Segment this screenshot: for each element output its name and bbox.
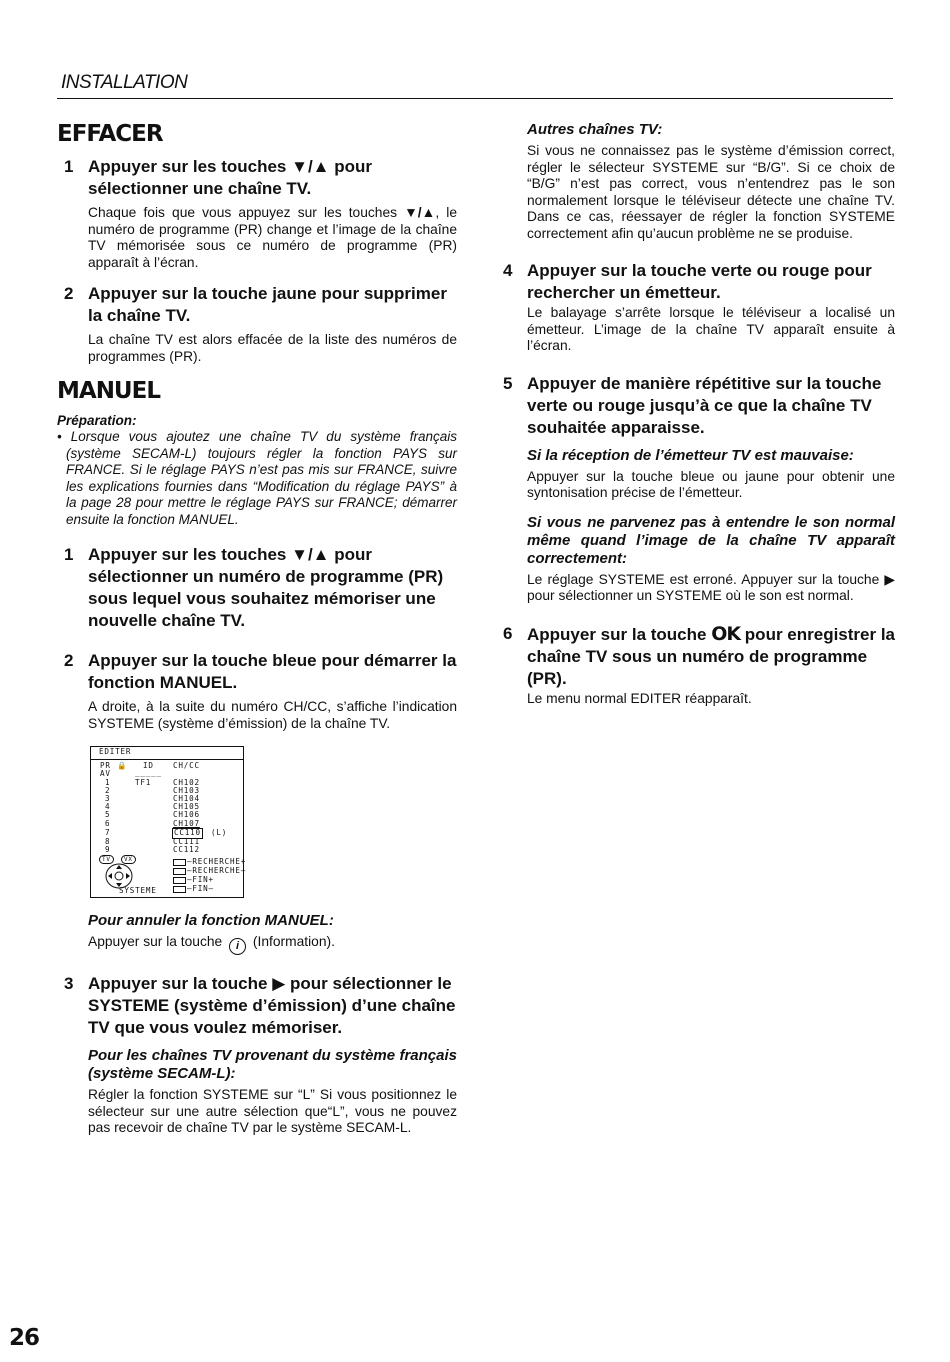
step-body: La chaîne TV est alors effacée de la liste des numéros de programmes (PR). <box>88 332 457 364</box>
manuel-step-1 <box>57 544 457 632</box>
step-4 <box>503 260 895 355</box>
osd-row-ch: CH102 <box>173 778 200 787</box>
manuel-step-3 <box>57 973 457 1137</box>
preparation-title: Préparation: <box>57 413 137 428</box>
osd-row-ch: CH105 <box>173 802 200 811</box>
header-title: INSTALLATION <box>61 72 188 93</box>
step-body: Chaque fois que vous appuyez sur les touches ▼/▲, le numéro de programme (PR) change et l’image de la chaîne TV mémorisée sous ce numéro de programme (PR) apparaît à l’écran. <box>88 205 457 270</box>
down-up-arrows-icon: ▼/▲ <box>291 545 330 564</box>
osd-row-ch: CH104 <box>173 794 200 803</box>
osd-col-ch: CH/CC <box>173 761 200 770</box>
preparation-text: • Lorsque vous ajoutez une chaîne TV du système français (système SECAM-L) toujours régler la fonction PAYS sur FRANCE. Si le réglage PAYS n’est pas mis sur FRANCE, suivre les explications fournies dans “Modification du réglage PAYS” à la page 28 pour mettre le réglage PAYS sur FRANCE; démarrer ensuite la fonction MANUEL. <box>57 429 457 527</box>
step-number: 6 <box>503 623 513 643</box>
effacer-step-2 <box>57 283 457 365</box>
osd-row-pr: 9 <box>105 845 111 854</box>
step-6 <box>503 623 895 708</box>
editer-screen-illustration <box>90 746 247 898</box>
step-heading: Appuyer sur la touche jaune pour supprimer la chaîne TV. <box>88 284 447 325</box>
right-column <box>503 121 895 719</box>
annuler-body: Appuyer sur la touche i (Information). <box>88 934 457 955</box>
osd-av: AV <box>100 769 111 778</box>
step-number: 1 <box>64 545 74 564</box>
right-arrow-icon: ▶ <box>272 974 286 993</box>
step-number: 2 <box>64 284 74 303</box>
osd-row-ch: CH107 <box>173 819 200 828</box>
osd-row-pr: 3 <box>105 794 111 803</box>
left-column <box>57 120 457 1149</box>
step-number: 3 <box>64 974 74 993</box>
step-number: 2 <box>64 651 74 670</box>
page-number: 26 <box>9 1325 40 1351</box>
annuler-title: Pour annuler la fonction MANUEL: <box>88 912 334 929</box>
right-arrow-icon: ▶ <box>884 571 895 587</box>
step-heading: Appuyer sur la touche verte ou rouge pour rechercher un émetteur. <box>527 261 872 302</box>
effacer-step-1 <box>57 156 457 271</box>
autres-title: Autres chaînes TV: <box>527 121 663 138</box>
step-subheading: Si la réception de l’émetteur TV est mauvaise: <box>527 446 854 464</box>
step-number: 5 <box>503 373 513 393</box>
step-heading: Appuyer sur la touche OK pour enregistrer la chaîne TV sous un numéro de programme (PR). <box>527 622 896 688</box>
autres-body: Si vous ne connaissez pas le système d’émission correct, régler le sélecteur SYSTEME sur “B/G”. Si ce choix de “B/G” n’est pas correct, vous n’entendrez pas le son normalement lorsque le téléviseur détecte une chaîne TV. Dans ce cas, réessayer de régler la fonction SYSTEME correctement afin qu’aucun problème ne se produise. <box>527 143 895 241</box>
step-body: Le réglage SYSTEME est erroné. Appuyer sur la touche ▶ pour sélectionner un SYSTEME où le son est normal. <box>527 571 895 603</box>
osd-row-ch: CC111 <box>173 837 200 846</box>
vx-button-icon: VX <box>121 855 136 864</box>
page-header <box>57 70 893 99</box>
osd-title: EDITER <box>91 747 243 760</box>
lock-icon: 🔒 <box>117 761 128 770</box>
osd-system-value: (L) <box>211 828 228 837</box>
step-heading: Appuyer sur les touches ▼/▲ pour sélectionner un numéro de programme (PR) sous lequel vous souhaitez mémoriser une nouvelle chaîne TV. <box>88 545 444 630</box>
step-number: 1 <box>64 157 74 176</box>
osd-row-pr: 4 <box>105 802 111 811</box>
step-subheading: Pour les chaînes TV provenant du système français (système SECAM-L): <box>88 1047 457 1082</box>
direction-pad-icon <box>105 863 133 889</box>
osd-col-pr: PR <box>100 761 111 770</box>
osd-id-placeholder: _____ <box>135 768 162 777</box>
step-heading: Appuyer sur la touche bleue pour démarrer la fonction MANUEL. <box>88 651 457 692</box>
step-body: Régler la fonction SYSTEME sur “L” Si vous positionnez le sélecteur sur une autre sélection que“L”, vous ne pouvez pas recevoir de chaîne TV par le système SECAM-L. <box>88 1087 457 1135</box>
step-subheading: Si vous ne parvenez pas à entendre le son normal même quand l’image de la chaîne TV apparaît correctement: <box>527 513 895 567</box>
down-up-arrows-icon: ▼/▲ <box>291 157 330 176</box>
tv-button-icon: TV <box>99 855 114 864</box>
osd-row-ch: CC112 <box>173 845 200 854</box>
step-body: A droite, à la suite du numéro CH/CC, s’affiche l’indication SYSTEME (système d’émission) de la chaîne TV. <box>88 699 457 731</box>
osd-row-ch-selected: CC110 <box>174 828 201 837</box>
step-body: Le menu normal EDITER réapparaît. <box>527 690 752 706</box>
osd-row-ch: CH106 <box>173 810 200 819</box>
osd-row-pr: 5 <box>105 810 111 819</box>
osd-row-id: TF1 <box>135 778 152 787</box>
down-up-arrows-icon: ▼/▲ <box>404 205 436 220</box>
osd-row-pr: 7 <box>105 828 111 837</box>
step-body: Le balayage s’arrête lorsque le téléviseur a localisé un émetteur. L’image de la chaîne TV apparaît ensuite à l’écran. <box>527 305 895 353</box>
step-heading: Appuyer de manière répétitive sur la touche verte ou rouge jusqu’à ce que la chaîne TV souhaitée apparaisse. <box>527 373 882 437</box>
osd-row-ch: CH103 <box>173 786 200 795</box>
osd-row-pr: 6 <box>105 819 111 828</box>
step-number: 4 <box>503 261 513 280</box>
effacer-title: EFFACER <box>57 121 163 147</box>
osd-footer: SYSTEME <box>119 886 157 896</box>
osd-col-id: ID <box>143 761 154 770</box>
osd-row-pr: 2 <box>105 786 111 795</box>
step-heading: Appuyer sur la touche ▶ pour sélectionner le SYSTEME (système d’émission) d’une chaîne TV que vous voulez mémoriser. <box>88 974 456 1037</box>
legend-green: –RECHERCHE– <box>173 867 246 876</box>
osd-row-pr: 8 <box>105 837 111 846</box>
step-heading: Appuyer sur les touches ▼/▲ pour sélectionner une chaîne TV. <box>88 157 372 198</box>
info-icon: i <box>229 938 246 955</box>
manuel-title: MANUEL <box>57 378 160 404</box>
legend-red: –RECHERCHE+ <box>173 858 246 867</box>
legend-blue: –FIN– <box>173 885 214 894</box>
manuel-step-2 <box>57 650 457 955</box>
ok-button-icon: OK <box>711 622 741 645</box>
step-5 <box>503 373 895 605</box>
step-body: Appuyer sur la touche bleue ou jaune pour obtenir une syntonisation précise de l’émetteur. <box>527 468 895 500</box>
legend-yellow: –FIN+ <box>173 876 214 885</box>
osd-row-pr: 1 <box>105 778 111 787</box>
